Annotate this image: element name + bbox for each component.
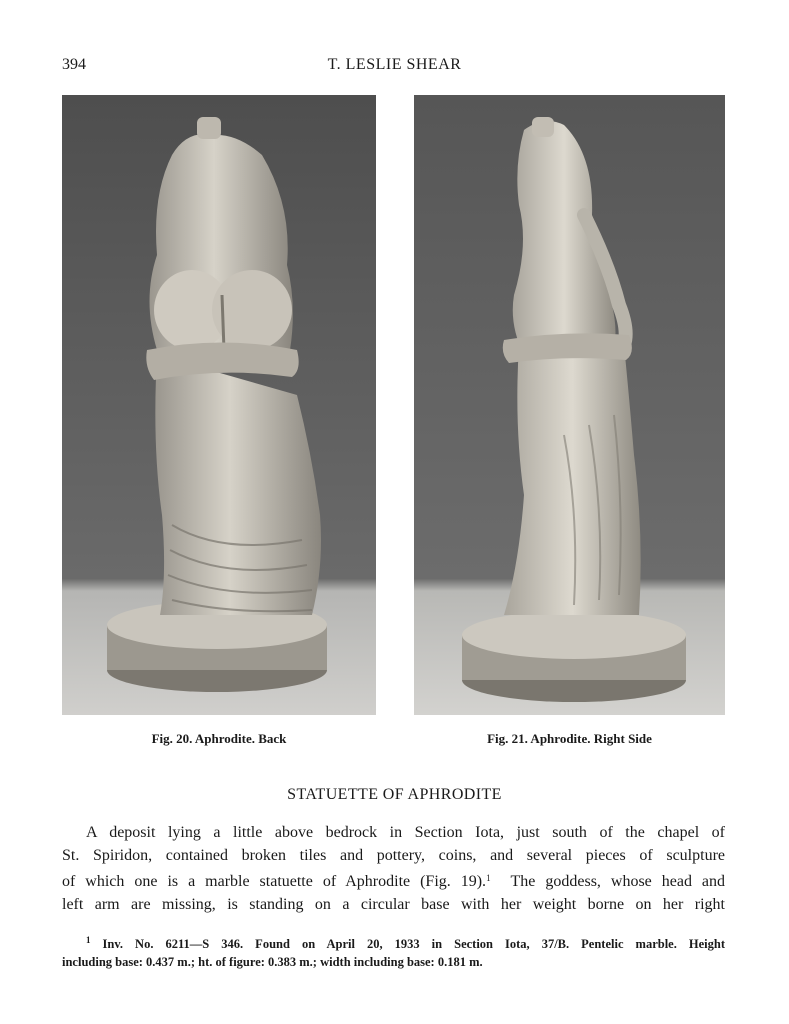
footnote-marker: 1	[86, 935, 91, 945]
figure-21-caption: Fig. 21. Aphrodite. Right Side	[487, 731, 652, 746]
page-number: 394	[62, 56, 86, 73]
footnote-reference: 1	[486, 873, 491, 883]
figure-20-photo	[62, 95, 376, 715]
body-paragraph	[62, 822, 725, 916]
body-line: left arm are missing, is standing on a circular base with her weight borne on her right	[62, 895, 725, 913]
body-line: of which one is a marble statuette of Aphrodite (Fig. 19).$^1$ The goddess, whose head and	[62, 873, 726, 890]
footnote	[62, 931, 725, 971]
figure-20-caption: Fig. 20. Aphrodite. Back	[151, 731, 287, 746]
running-head: T. LESLIE SHEAR	[327, 56, 462, 73]
footnote-line: $^1$ Inv. No. 6211—S 346. Found on April 20, 1933 in Section Iota, 37/B. Pentelic marble. Height	[86, 935, 725, 951]
footnote-line: including base: 0.437 m.; ht. of figure: 0.383 m.; width including base: 0.181 m.	[62, 955, 483, 969]
body-line: A deposit lying a little above bedrock in Section Iota, just south of the chapel of	[86, 824, 725, 841]
section-heading: STATUETTE OF APHRODITE	[287, 786, 502, 803]
figure-21-photo	[414, 95, 725, 715]
body-line: St. Spiridon, contained broken tiles and pottery, coins, and several pieces of sculpture	[62, 846, 725, 864]
